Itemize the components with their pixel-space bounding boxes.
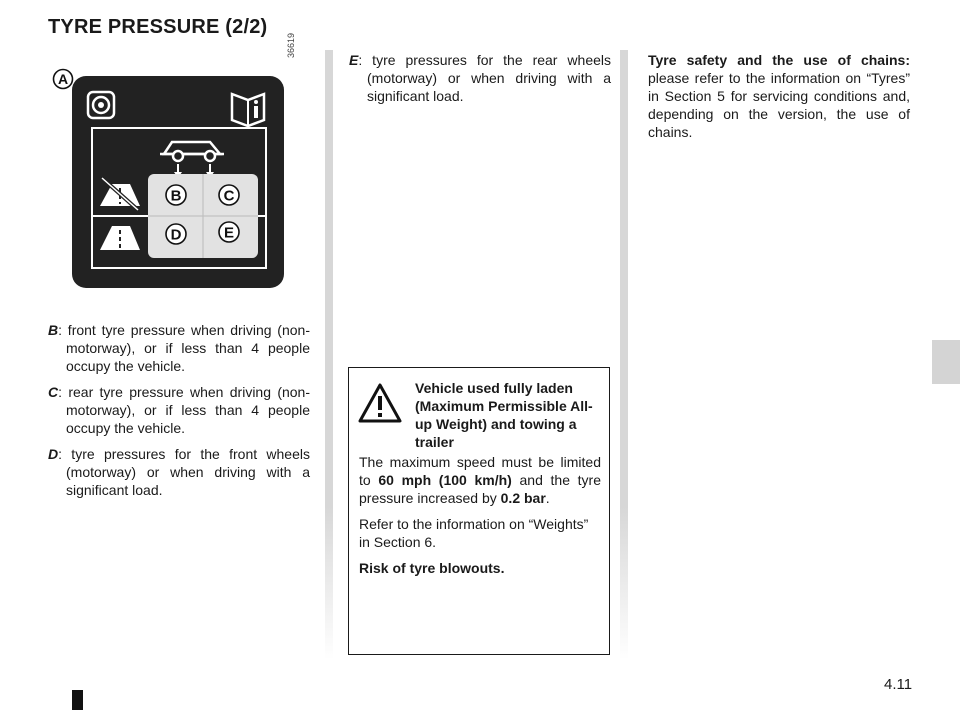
chains-paragraph: Tyre safety and the use of chains: please refer to the information on “Tyres” in Section 5 for servicing conditions and, depending on the version, the use of chains.	[648, 52, 910, 140]
grid-label-b	[166, 185, 186, 205]
definition-d: D: tyre pressures for the front wheels (motorway) or when driving with a significant load.	[48, 446, 310, 498]
road-icon	[100, 226, 140, 250]
column1-definitions	[48, 321, 310, 507]
warning-paragraph-1: The maximum speed must be limited to 60 mph (100 km/h) and the tyre pressure increased by 0.2 bar.	[359, 454, 601, 506]
warning-paragraph-3: Risk of tyre blowouts.	[359, 560, 505, 576]
grid-label-c	[219, 185, 239, 205]
grid-label-b-text: B	[170, 187, 182, 205]
image-code: 36619	[286, 32, 296, 58]
page-number: 4.11	[884, 676, 913, 693]
grid-label-e	[219, 222, 239, 242]
warning-paragraph-2: Refer to the information on “Weights” in Section 6.	[359, 516, 589, 550]
grid-label-d-text: D	[170, 226, 182, 244]
column-divider	[620, 50, 628, 660]
warning-box	[348, 367, 610, 655]
section-tab-marker	[932, 340, 960, 384]
tyre-pressure-sticker	[72, 76, 284, 288]
column2-definition	[349, 51, 611, 113]
figure-label-a-text: A	[57, 71, 69, 87]
chains-lead: Tyre safety and the use of chains:	[648, 52, 910, 68]
grid-label-e-text: E	[223, 224, 235, 242]
definition-c: C: rear tyre pressure when driving (non-motorway), or if less than 4 people occupy the vehicle.	[48, 384, 310, 436]
warning-title: Vehicle used fully laden (Maximum Permissible All-up Weight) and towing a trailer	[415, 380, 593, 450]
warning-body	[359, 453, 601, 585]
car-side-icon	[160, 142, 224, 178]
corner-mark	[72, 690, 83, 710]
info-book-icon	[232, 94, 264, 126]
column3-text	[648, 51, 910, 149]
grid-label-c-text: C	[223, 187, 235, 205]
definition-b: B: front tyre pressure when driving (non-motorway), or if less than 4 people occupy the vehicle.	[48, 322, 310, 374]
tyre-gauge-icon	[88, 92, 114, 118]
road-crossed-icon	[100, 178, 140, 210]
warning-triangle-icon	[357, 382, 403, 424]
page-title: TYRE PRESSURE (2/2)	[48, 16, 268, 38]
column-divider	[325, 50, 333, 660]
grid-label-d	[166, 224, 186, 244]
definition-e: E: tyre pressures for the rear wheels (motorway) or when driving with a significant load.	[349, 52, 611, 104]
figure-label-a	[52, 68, 74, 90]
